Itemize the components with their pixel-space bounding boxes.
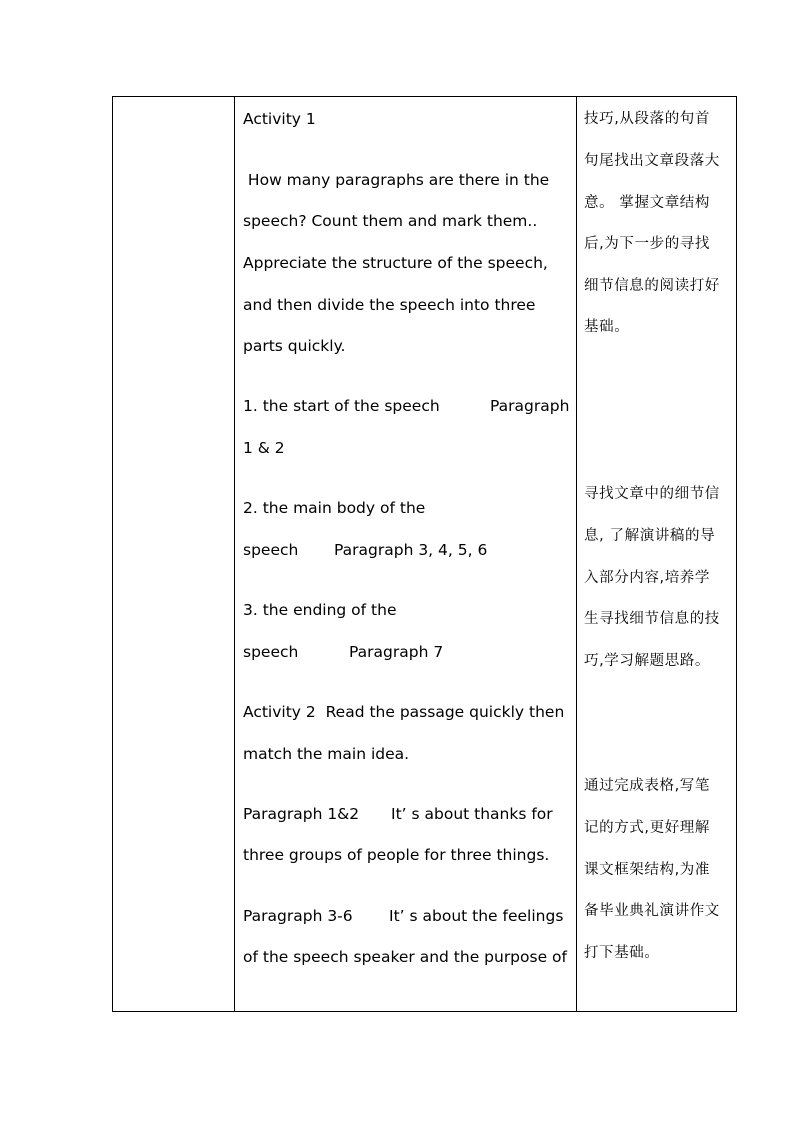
- activity2-line1: Activity 2 Read the passage quickly then: [243, 703, 565, 721]
- paragraph-3-6-text: It’ s about the feelings: [389, 907, 564, 925]
- note1-line: 基础。: [584, 319, 630, 335]
- paragraph-1-2-text: It’ s about thanks for: [391, 805, 553, 823]
- activity1-title: Activity 1: [243, 110, 316, 128]
- item1-value: Paragraph: [490, 397, 570, 415]
- note1-line: 句尾找出文章段落大: [584, 153, 720, 169]
- activity1-question-line3: Appreciate the structure of the speech,: [243, 254, 548, 272]
- activity1-question-line2: speech? Count them and mark them..: [243, 212, 538, 230]
- note1-line: 细节信息的阅读打好: [584, 278, 720, 294]
- lesson-plan-table: [112, 96, 737, 1012]
- note3-line: 通过完成表格,写笔: [584, 778, 711, 794]
- paragraph-1-2-text-cont: three groups of people for three things.: [243, 846, 550, 864]
- note3-line: 备毕业典礼演讲作文: [584, 903, 720, 919]
- activity1-question-line5: parts quickly.: [243, 337, 346, 355]
- item3-label-cont: speech: [243, 643, 299, 661]
- activity2-line2: match the main idea.: [243, 745, 410, 763]
- note2-line: 巧,学习解题思路。: [584, 653, 711, 669]
- paragraph-1-2-label: Paragraph 1&2: [243, 805, 360, 823]
- item1-value-cont: 1 & 2: [243, 439, 285, 457]
- note1-line: 意。 掌握文章结构: [584, 195, 711, 211]
- item1-label: 1. the start of the speech: [243, 397, 440, 415]
- note3-line: 记的方式,更好理解: [584, 820, 711, 836]
- note1-line: 后,为下一步的寻找: [584, 236, 711, 252]
- paragraph-3-6-label: Paragraph 3-6: [243, 907, 353, 925]
- paragraph-3-6-text-cont: of the speech speaker and the purpose of: [243, 948, 567, 966]
- note2-line: 寻找文章中的细节信: [584, 486, 720, 502]
- activity1-question-line4: and then divide the speech into three: [243, 296, 536, 314]
- item2-value: Paragraph 3, 4, 5, 6: [334, 541, 488, 559]
- note2-line: 息, 了解演讲稿的导: [584, 528, 716, 544]
- item2-label-cont: speech: [243, 541, 299, 559]
- item2-label: 2. the main body of the: [243, 499, 426, 517]
- note1-line: 技巧,从段落的句首: [584, 111, 711, 127]
- item3-value: Paragraph 7: [349, 643, 444, 661]
- activity1-question-line1: How many paragraphs are there in the: [243, 171, 550, 189]
- note3-line: 打下基础。: [584, 945, 660, 961]
- column-divider-2: [576, 97, 577, 1011]
- item3-label: 3. the ending of the: [243, 601, 397, 619]
- note3-line: 课文框架结构,为准: [584, 862, 711, 878]
- column-divider-1: [234, 97, 235, 1011]
- note2-line: 入部分内容,培养学: [584, 570, 711, 586]
- note2-line: 生寻找细节信息的技: [584, 611, 720, 627]
